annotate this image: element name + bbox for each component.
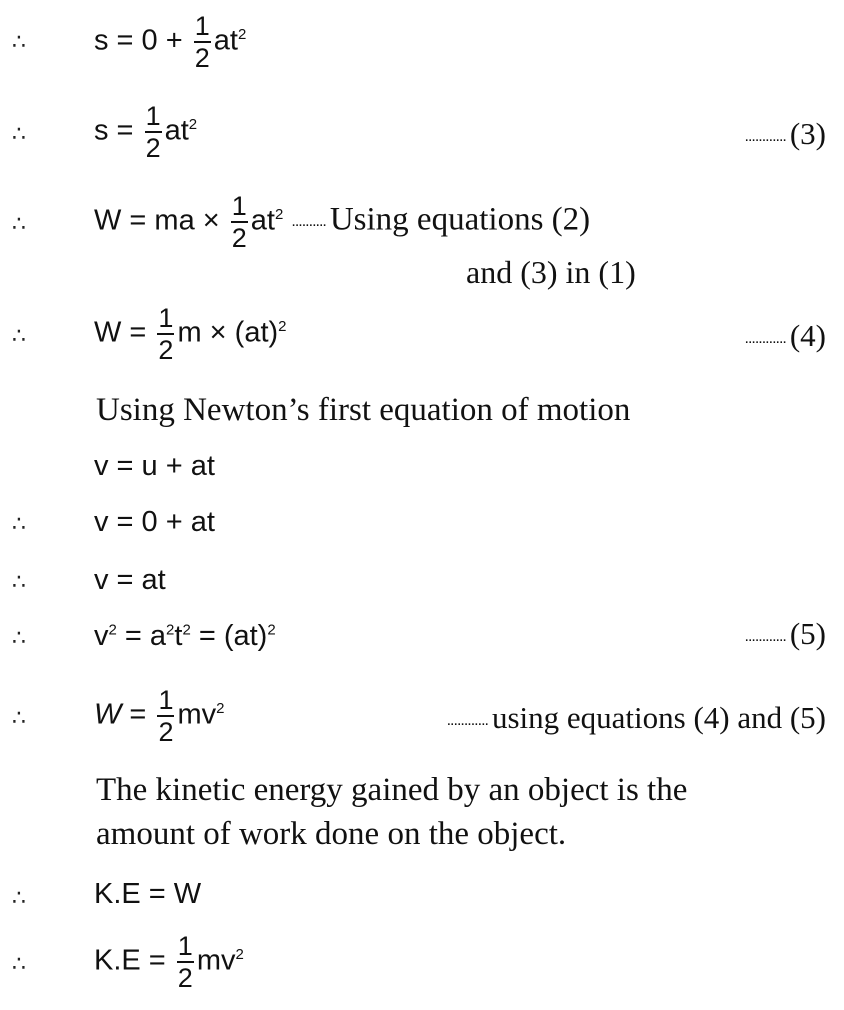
therefore-symbol: ∴ bbox=[12, 122, 26, 147]
therefore-symbol: ∴ bbox=[12, 570, 26, 595]
equation-lhs: s = bbox=[94, 114, 142, 147]
term-at: = (at) bbox=[190, 620, 268, 652]
equation-lhs: s = 0 + bbox=[94, 24, 191, 57]
equation-v-u-at bbox=[0, 446, 844, 492]
fraction-denominator: 2 bbox=[158, 717, 174, 747]
equation-work-ma bbox=[0, 188, 844, 298]
paragraph-text: Using Newton’s first equation of motion bbox=[96, 392, 631, 428]
fraction-denominator: 2 bbox=[158, 335, 174, 365]
fraction-half bbox=[157, 304, 174, 364]
equation-rhs: mv bbox=[196, 944, 236, 977]
equation-lhs: W = bbox=[94, 316, 155, 349]
fraction-numerator: 1 bbox=[231, 191, 247, 221]
leader-dots: ............ bbox=[446, 711, 488, 729]
therefore-symbol: ∴ bbox=[12, 324, 26, 349]
paragraph-line-2: amount of work done on the object. bbox=[96, 816, 567, 852]
equation-number: (3) bbox=[789, 116, 826, 151]
equation-lhs: W = ma × bbox=[94, 204, 228, 237]
therefore-symbol: ∴ bbox=[12, 706, 26, 731]
fraction-half bbox=[231, 192, 248, 252]
equation-v-0-at bbox=[0, 502, 844, 548]
fraction-numerator: 1 bbox=[158, 303, 174, 333]
equation-work-mv2 bbox=[0, 682, 844, 758]
fraction-numerator: 1 bbox=[145, 101, 161, 131]
equation-reference bbox=[745, 318, 827, 354]
equation-body: v = u + at bbox=[94, 450, 215, 482]
newton-heading bbox=[0, 388, 844, 434]
kinetic-energy-statement bbox=[0, 770, 844, 866]
equation-v-squared bbox=[0, 612, 844, 662]
equation-note: using equations (4) and (5) bbox=[491, 700, 826, 735]
fraction-half bbox=[157, 686, 174, 746]
equation-rhs: at bbox=[164, 114, 189, 147]
exponent: 2 bbox=[216, 700, 225, 717]
leader-dots: .......... bbox=[291, 213, 326, 230]
exponent: 2 bbox=[237, 26, 247, 43]
equation-work-at bbox=[0, 300, 844, 370]
term-v: v bbox=[94, 620, 109, 652]
equation-s bbox=[0, 98, 844, 168]
equation-reference bbox=[745, 616, 827, 652]
therefore-symbol: ∴ bbox=[12, 212, 26, 237]
equation-lhs: W bbox=[94, 698, 122, 731]
equation-body bbox=[94, 12, 246, 72]
term-t: t bbox=[174, 620, 183, 652]
equation-body bbox=[94, 932, 244, 992]
fraction-half bbox=[194, 12, 211, 72]
equation-body bbox=[94, 192, 590, 252]
exponent: 2 bbox=[166, 621, 175, 639]
equation-body: K.E = W bbox=[94, 878, 202, 910]
exponent: 2 bbox=[235, 946, 244, 963]
equation-ke-final bbox=[0, 928, 844, 1004]
exponent: 2 bbox=[278, 318, 287, 335]
fraction-denominator: 2 bbox=[194, 43, 210, 73]
equation-rhs: at bbox=[213, 24, 238, 57]
equation-lhs: K.E = bbox=[94, 944, 174, 977]
equation-number: (5) bbox=[789, 616, 826, 651]
equation-rhs: at bbox=[250, 204, 275, 237]
leader-dots: ............ bbox=[744, 329, 786, 347]
fraction-numerator: 1 bbox=[177, 931, 193, 961]
fraction-denominator: 2 bbox=[145, 133, 161, 163]
fraction-half bbox=[145, 102, 162, 162]
paragraph-line-1: The kinetic energy gained by an object is the bbox=[96, 772, 688, 808]
exponent: 2 bbox=[188, 116, 198, 133]
fraction-numerator: 1 bbox=[158, 685, 174, 715]
equation-body: v = at bbox=[94, 564, 166, 596]
fraction-half bbox=[177, 932, 194, 992]
equation-body: v = 0 + at bbox=[94, 506, 215, 538]
equation-rhs: mv bbox=[177, 698, 217, 731]
therefore-symbol: ∴ bbox=[12, 626, 26, 651]
therefore-symbol: ∴ bbox=[12, 952, 26, 977]
fraction-denominator: 2 bbox=[177, 963, 193, 993]
equation-reference bbox=[745, 116, 827, 152]
leader-dots: ............ bbox=[744, 127, 786, 145]
fraction-numerator: 1 bbox=[194, 11, 210, 41]
exponent: 2 bbox=[267, 621, 276, 639]
equation-body bbox=[94, 686, 224, 746]
equation-number: (4) bbox=[789, 318, 826, 353]
equation-ke-w bbox=[0, 874, 844, 920]
equals-sign: = bbox=[121, 698, 155, 731]
equation-v-at bbox=[0, 560, 844, 606]
equation-body bbox=[94, 620, 276, 653]
therefore-symbol: ∴ bbox=[12, 30, 26, 55]
equation-s-expanded bbox=[0, 8, 844, 78]
equation-rhs: m × (at) bbox=[177, 316, 279, 349]
term-a: = a bbox=[116, 620, 167, 652]
equation-body bbox=[94, 102, 197, 162]
equation-reference bbox=[447, 700, 826, 736]
leader-dots: ............ bbox=[744, 627, 786, 645]
equation-note-continued: and (3) in (1) bbox=[466, 254, 636, 290]
fraction-denominator: 2 bbox=[231, 223, 247, 253]
equation-note: Using equations (2) bbox=[329, 201, 591, 238]
equation-body bbox=[94, 304, 287, 364]
exponent: 2 bbox=[274, 206, 284, 223]
therefore-symbol: ∴ bbox=[12, 512, 26, 537]
exponent: 2 bbox=[108, 621, 117, 639]
exponent: 2 bbox=[182, 621, 191, 639]
therefore-symbol: ∴ bbox=[12, 886, 26, 911]
